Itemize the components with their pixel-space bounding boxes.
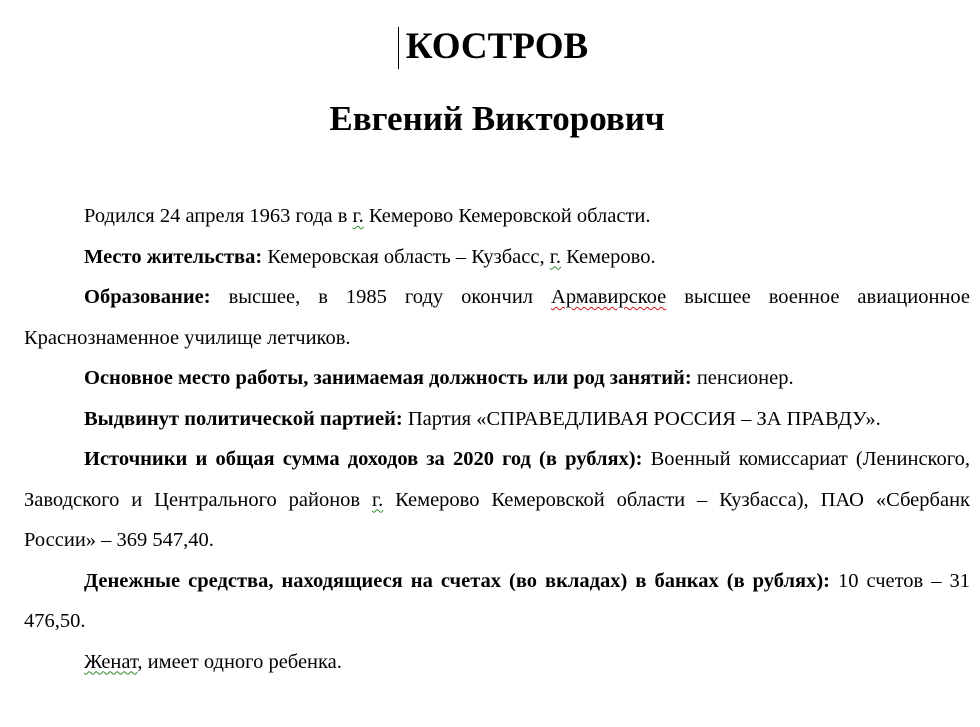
document-body[interactable] bbox=[24, 196, 970, 682]
paragraph-work bbox=[24, 358, 970, 399]
education-school-word: Армавирское bbox=[551, 286, 667, 308]
party-value: Партия «СПРАВЕДЛИВАЯ РОССИЯ – ЗА ПРАВДУ». bbox=[402, 407, 881, 430]
residence-city-abbr: г. bbox=[549, 245, 561, 268]
accounts-value: 10 счетов – 31 476,50. bbox=[24, 569, 970, 632]
education-label: Образование: bbox=[84, 286, 211, 308]
residence-text-after: Кемерово. bbox=[560, 245, 656, 268]
paragraph-income bbox=[24, 439, 970, 561]
family-married-word: Женат bbox=[84, 650, 138, 673]
party-label: Выдвинут политической партией: bbox=[84, 407, 403, 430]
paragraph-party bbox=[24, 399, 970, 440]
paragraph-education bbox=[24, 277, 970, 358]
born-city-abbr: г. bbox=[352, 205, 364, 227]
income-city-abbr: г. bbox=[371, 488, 384, 511]
work-label: Основное место работы, занимаемая должность или род занятий: bbox=[84, 367, 692, 389]
born-text-before: Родился 24 апреля 1963 года в bbox=[84, 205, 353, 227]
family-text-after: , имеет одного ребенка. bbox=[137, 650, 342, 673]
income-label: Источники и общая сумма доходов за 2020 год (в рублях): bbox=[84, 448, 643, 470]
accounts-label: Денежные средства, находящиеся на счетах (во вкладах) в банках (в рублях): bbox=[84, 569, 831, 592]
income-text-after: Кемерово Кемеровской области – Кузбасса), ПАО «Сбербанк России» – 369 547,40. bbox=[24, 488, 970, 551]
candidate-given-name: Евгений Викторович bbox=[329, 99, 665, 138]
income-text-before: Военный комиссариат (Ленинского, Заводского и Центрального районов bbox=[24, 448, 970, 511]
residence-label: Место жительства: bbox=[84, 245, 263, 268]
education-text-after: высшее военное авиационное Краснознаменное училище летчиков. bbox=[24, 286, 970, 349]
paragraph-family bbox=[24, 642, 970, 683]
born-text-after: Кемерово Кемеровской области. bbox=[363, 205, 651, 227]
work-value: пенсионер. bbox=[691, 367, 794, 389]
paragraph-born bbox=[24, 196, 970, 237]
paragraph-residence bbox=[24, 237, 970, 278]
paragraph-accounts bbox=[24, 561, 970, 642]
residence-text-before: Кемеровская область – Кузбасс, bbox=[262, 245, 550, 268]
education-text-before: высшее, в 1985 году окончил bbox=[210, 286, 552, 308]
candidate-surname: КОСТРОВ bbox=[405, 26, 589, 67]
